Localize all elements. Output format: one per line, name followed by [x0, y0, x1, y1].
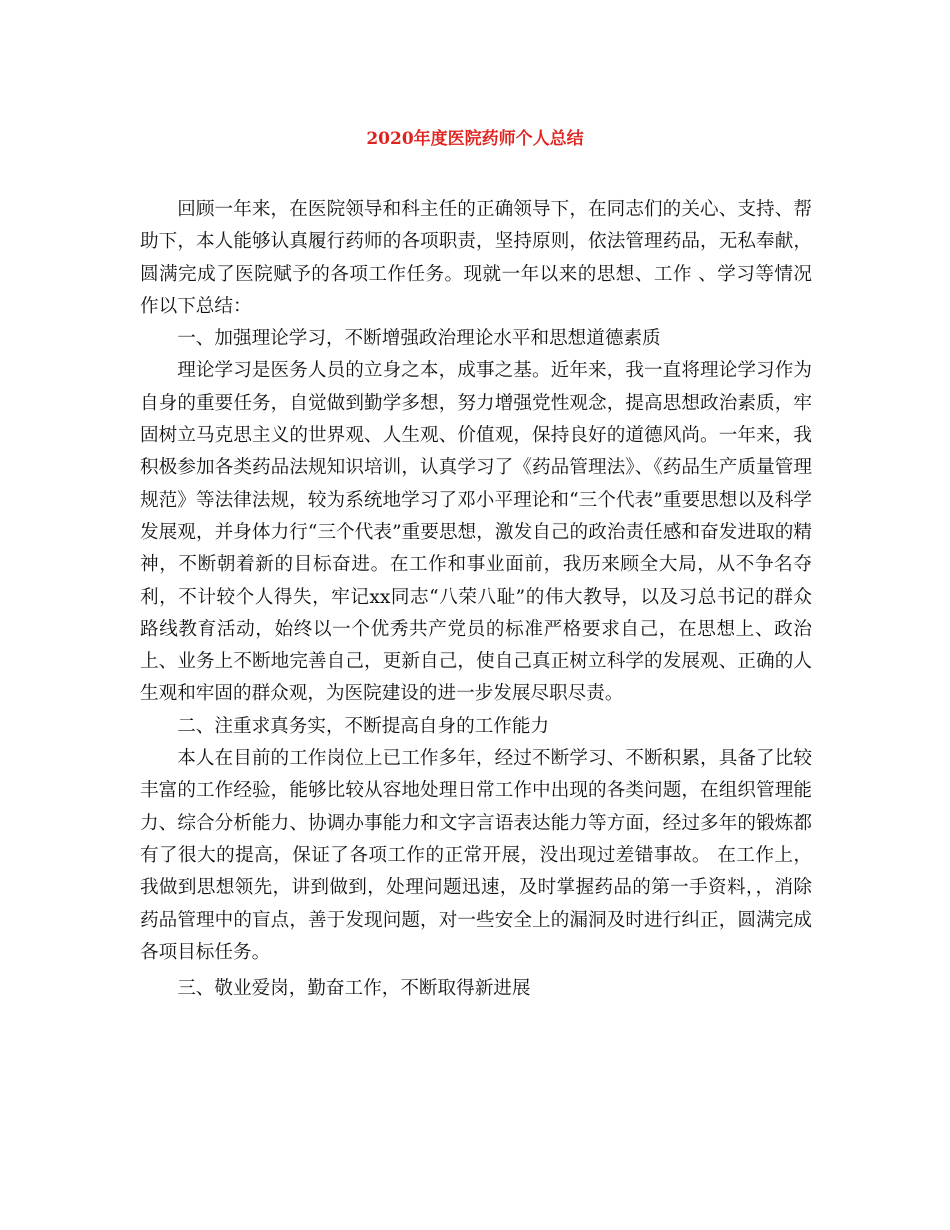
section-1-heading: 一、加强理论学习，不断增强政治理论水平和思想道德素质	[177, 328, 661, 350]
section-3-heading: 三、敬业爱岗，勤奋工作，不断取得新进展	[177, 978, 531, 1000]
section-1-paragraph: 理论学习是医务人员的立身之本，成事之基。近年来，我一直将理论学习作为自身的重要任务，自觉做到勤学多想，努力增强党性观念，提高思想政治素质，牢固树立马克思主义的世界观、人生观、价值观，保持良好的道德风尚。一年来，我积极参加各类药品法规知识培训，认真学习了《药品管理法》、《药品生产质量管理规范》等法律法规，较为系统地学习了邓小平理论和“三个代表”重要思想以及科学发展观，并身体力行“三个代表”重要思想，激发自己的政治责任感和奋发进取的精神，不断朝着新的目标奋进。在工作和事业面前，我历来顾全大局，从不争名夺利，不计较个人得失，牢记xx同志“八荣八耻”的伟大教导，以及习总书记的群众路线教育活动，始终以一个优秀共产党员的标准严格要求自己，在思想上、政治上、业务上不断地完善自己，更新自己，使自己真正树立科学的发展观、正确的人生观和牢固的群众观，为医院建设的进一步发展尽职尽责。	[140, 360, 812, 705]
intro-paragraph: 回顾一年来，在医院领导和科主任的正确领导下，在同志们的关心、支持、帮助下，本人能够认真履行药师的各项职责，坚持原则，依法管理药品，无私奉献，圆满完成了医院赋予的各项工作任务。现就一年以来的思想、工作 、学习等情况作以下总结：	[140, 199, 812, 317]
section-2-heading: 二、注重求真务实，不断提高自身的工作能力	[177, 715, 550, 737]
document-body	[140, 194, 812, 1005]
document-title: 2020年度医院药师个人总结	[366, 129, 584, 149]
section-2-paragraph: 本人在目前的工作岗位上已工作多年，经过不断学习、不断积累，具备了比较丰富的工作经验，能够比较从容地处理日常工作中出现的各类问题，在组织管理能力、综合分析能力、协调办事能力和文字言语表达能力等方面，经过多年的锻炼都有了很大的提高，保证了各项工作的正常开展，没出现过差错事故。 在工作上，我做到思想领先，讲到做到，处理问题迅速，及时掌握药品的第一手资料，，消除药品管理中的盲点，善于发现问题，对一些安全上的漏洞及时进行纠正，圆满完成各项目标任务。	[140, 748, 812, 963]
